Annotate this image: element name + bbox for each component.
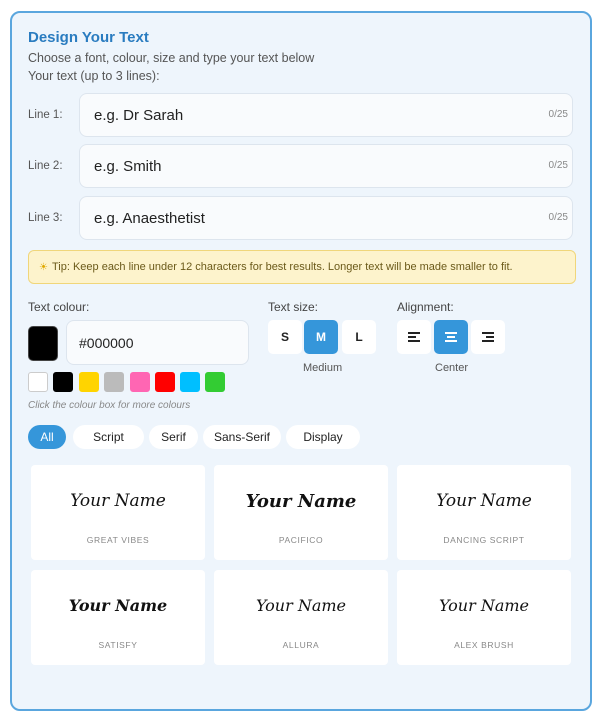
swatch-grey[interactable]	[104, 372, 124, 392]
font-name: PACIFICO	[278, 535, 324, 545]
tab-display[interactable]: Display	[286, 425, 360, 449]
alignment-caption: Center	[435, 362, 469, 374]
line-1-input[interactable]	[79, 93, 573, 137]
text-colour-label: Text colour:	[28, 300, 90, 314]
align-right-icon	[482, 332, 494, 342]
panel-subtitle: Choose a font, colour, size and type your text below	[28, 51, 315, 65]
line-2-input[interactable]	[79, 144, 573, 188]
font-card-great-vibes[interactable]	[31, 465, 205, 560]
tab-serif[interactable]: Serif	[149, 425, 198, 449]
swatch-white[interactable]	[28, 372, 48, 392]
font-sample: Your Name	[245, 491, 357, 512]
lines-label: Your text (up to 3 lines):	[28, 69, 160, 83]
line-2-label: Line 2:	[28, 160, 63, 172]
swatch-red[interactable]	[155, 372, 175, 392]
tip-text: Tip: Keep each line under 12 characters for best results. Longer text will be made smaller to fit.	[51, 261, 513, 273]
align-left-icon	[408, 332, 420, 342]
font-card-dancing-script[interactable]	[397, 465, 571, 560]
swatch-blue[interactable]	[180, 372, 200, 392]
align-left-button[interactable]	[397, 320, 431, 354]
font-sample: Your Name	[70, 491, 166, 511]
line-3-row	[28, 196, 576, 240]
swatch-pink[interactable]	[130, 372, 150, 392]
align-center-icon	[445, 332, 457, 342]
line-2-row	[28, 144, 576, 188]
colour-picker-box[interactable]	[28, 326, 58, 361]
design-panel	[10, 11, 592, 711]
font-sample: Your Name	[438, 596, 530, 615]
font-name: SATISFY	[98, 640, 138, 650]
panel-title: Design Your Text	[28, 29, 149, 46]
font-name: DANCING SCRIPT	[443, 535, 525, 545]
font-card-satisfy[interactable]	[31, 570, 205, 665]
lightbulb-icon: ☀	[39, 262, 48, 273]
font-sample: Your Name	[255, 596, 347, 615]
tab-sans-serif[interactable]: Sans-Serif	[203, 425, 281, 449]
tab-script[interactable]: Script	[73, 425, 144, 449]
text-size-label: Text size:	[268, 300, 319, 314]
size-small-button[interactable]: S	[268, 320, 302, 354]
line-3-counter: 0/25	[548, 212, 568, 223]
font-name: ALLURA	[282, 640, 320, 650]
line-1-row	[28, 93, 576, 137]
line-2-counter: 0/25	[548, 160, 568, 171]
swatch-yellow[interactable]	[79, 372, 99, 392]
size-medium-button[interactable]: M	[304, 320, 338, 354]
line-3-label: Line 3:	[28, 212, 63, 224]
tip-banner	[28, 250, 576, 284]
line-3-input[interactable]	[79, 196, 573, 240]
alignment-label: Alignment:	[397, 300, 454, 314]
swatch-green[interactable]	[205, 372, 225, 392]
line-1-counter: 0/25	[548, 109, 568, 120]
size-caption: Medium	[303, 362, 343, 374]
align-center-button[interactable]	[434, 320, 468, 354]
font-card-pacifico[interactable]	[214, 465, 388, 560]
align-right-button[interactable]	[471, 320, 505, 354]
font-sample: Your Name	[68, 596, 168, 615]
font-card-allura[interactable]	[214, 570, 388, 665]
font-card-alex-brush[interactable]	[397, 570, 571, 665]
tab-all[interactable]: All	[28, 425, 66, 449]
colour-hex-input[interactable]	[66, 320, 249, 365]
line-1-label: Line 1:	[28, 109, 63, 121]
font-name: GREAT VIBES	[86, 535, 150, 545]
swatch-black[interactable]	[53, 372, 73, 392]
colour-hint: Click the colour box for more colours	[28, 400, 191, 411]
size-large-button[interactable]: L	[342, 320, 376, 354]
font-name: ALEX BRUSH	[454, 640, 514, 650]
font-sample: Your Name	[436, 491, 532, 511]
